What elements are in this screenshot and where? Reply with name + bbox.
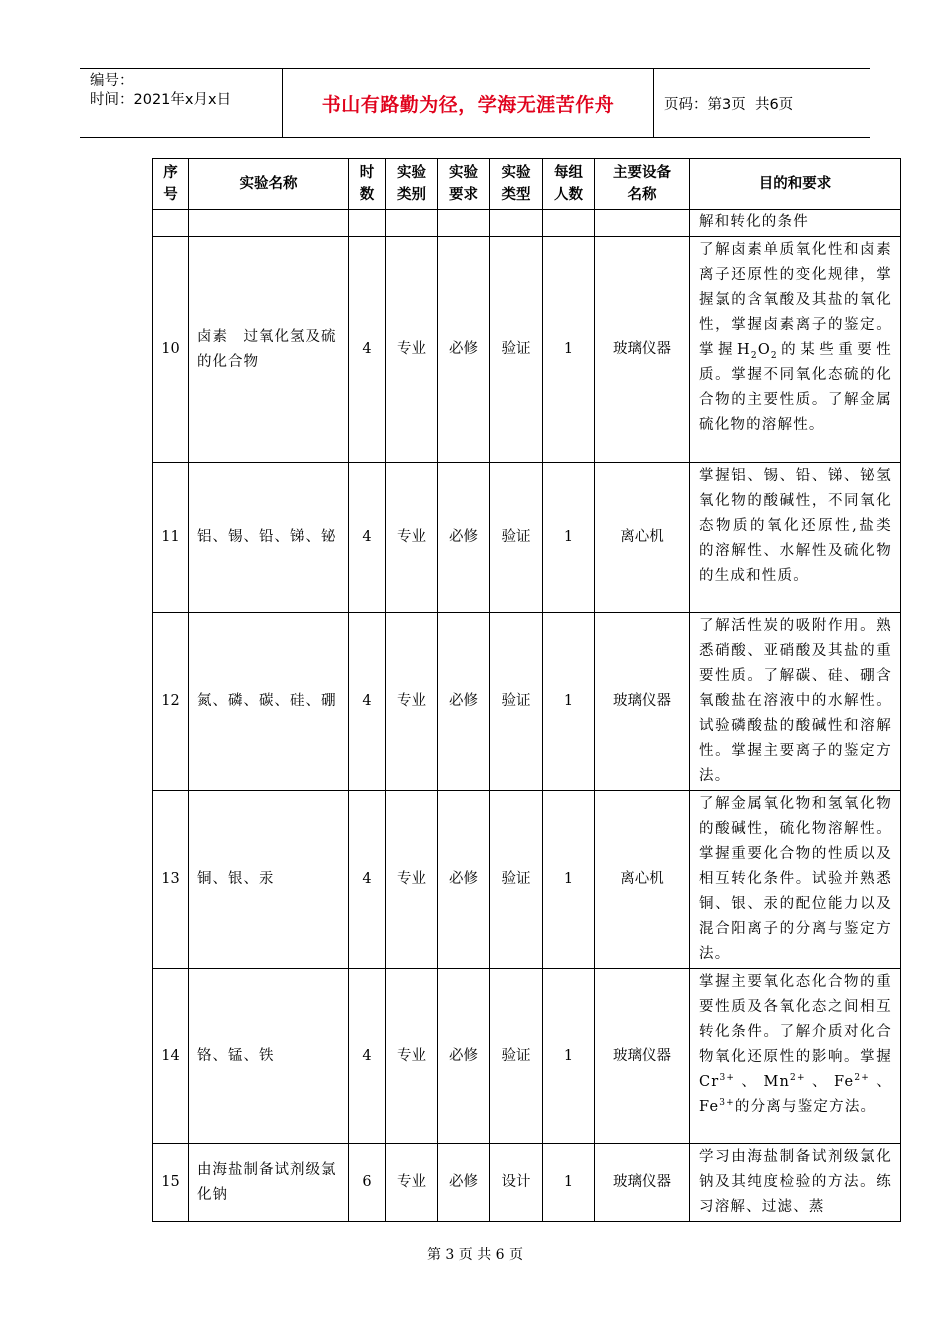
page-code-text: 页码：第3页 共6页 [664,96,794,113]
row-hours: 4 [349,463,386,613]
col-header-hours: 时数 [349,159,386,210]
row-type: 设计 [490,1144,543,1222]
serial-label: 编号： [90,73,134,89]
row-category: 专业 [386,237,438,463]
row-name: 由海盐制备试剂级氯化钠 [189,1144,349,1222]
table-row [153,237,901,463]
row-no: 12 [153,613,189,791]
col-header-type: 实验类型 [490,159,543,210]
col-header-no: 序号 [153,159,189,210]
row-purpose: 掌握铝、锡、铅、锑、铋氢氧化物的酸碱性，不同氧化态物质的氧化还原性,盐类的溶解性、水解性及硫化物的生成和性质。 [690,463,901,613]
row-name: 卤素 过氧化氢及硫的化合物 [189,237,349,463]
row-equipment: 离心机 [595,791,690,969]
row-equipment: 玻璃仪器 [595,1144,690,1222]
table-row [153,463,901,613]
footer-page-text: 第 3 页 共 6 页 [426,1247,524,1263]
row-group: 1 [543,237,595,463]
row-purpose: 了解金属氧化物和氢氧化物的酸碱性，硫化物溶解性。掌握重要化合物的性质以及相互转化条件。试验并熟悉铜、银、汞的配位能力以及混合阳离子的分离与鉴定方法。 [690,791,901,969]
row-no: 10 [153,237,189,463]
row-name: 铜、银、汞 [189,791,349,969]
page-footer [0,1244,950,1264]
time-label: 时间：2021年x月x日 [90,92,232,108]
row-requirement: 必修 [438,1144,490,1222]
row-no: 13 [153,791,189,969]
row-requirement: 必修 [438,969,490,1144]
row-group: 1 [543,1144,595,1222]
continuation-purpose: 解和转化的条件 [690,210,901,237]
table-row-continuation [153,210,901,237]
row-hours: 4 [349,237,386,463]
row-group: 1 [543,613,595,791]
row-category: 专业 [386,1144,438,1222]
page-header [80,68,870,138]
row-hours: 6 [349,1144,386,1222]
row-name: 氮、磷、碳、硅、硼 [189,613,349,791]
row-category: 专业 [386,463,438,613]
row-hours: 4 [349,969,386,1144]
row-group: 1 [543,969,595,1144]
table-row [153,613,901,791]
row-requirement: 必修 [438,791,490,969]
col-header-purpose: 目的和要求 [690,159,901,210]
row-type: 验证 [490,463,543,613]
col-header-name: 实验名称 [189,159,349,210]
col-header-category: 实验类别 [386,159,438,210]
header-motto: 书山有路勤为径，学海无涯苦作舟 [282,69,654,137]
row-purpose: 掌握主要氧化态化合物的重要性质及各氧化态之间相互转化条件。了解介质对化合物氧化还原性的影响。掌握$Cr^{3+}$、$Mn^{2+}$、$Fe^{2+}$、$Fe^{3+}$的分离与鉴定方法。 [690,969,901,1144]
row-purpose: 了解卤素单质氧化性和卤素离子还原性的变化规律，掌握氯的含氧酸及其盐的氧化性，掌握卤素离子的鉴定。掌握$H_2O_2$的某些重要性质。掌握不同氧化态硫的化合物的主要性质。了解金属硫化物的溶解性。 [690,237,901,463]
row-group: 1 [543,791,595,969]
row-equipment: 玻璃仪器 [595,613,690,791]
row-hours: 4 [349,613,386,791]
table-header-row [153,159,901,210]
row-category: 专业 [386,791,438,969]
header-page-code [654,69,870,137]
row-category: 专业 [386,969,438,1144]
row-name: 铬、锰、铁 [189,969,349,1144]
row-category: 专业 [386,613,438,791]
row-no: 11 [153,463,189,613]
row-purpose: 学习由海盐制备试剂级氯化钠及其纯度检验的方法。练习溶解、过滤、蒸 [690,1144,901,1222]
row-type: 验证 [490,791,543,969]
row-equipment: 玻璃仪器 [595,969,690,1144]
row-name: 铝、锡、铅、锑、铋 [189,463,349,613]
header-meta [80,69,282,137]
row-type: 验证 [490,613,543,791]
row-purpose: 了解活性炭的吸附作用。熟悉硝酸、亚硝酸及其盐的重要性质。了解碳、硅、硼含氧酸盐在溶液中的水解性。试验磷酸盐的酸碱性和溶解性。掌握主要离子的鉴定方法。 [690,613,901,791]
row-type: 验证 [490,237,543,463]
table-row [153,791,901,969]
col-header-requirement: 实验要求 [438,159,490,210]
table-row [153,1144,901,1222]
row-equipment: 玻璃仪器 [595,237,690,463]
row-type: 验证 [490,969,543,1144]
row-requirement: 必修 [438,237,490,463]
row-requirement: 必修 [438,463,490,613]
col-header-group: 每组人数 [543,159,595,210]
row-no: 15 [153,1144,189,1222]
row-no: 14 [153,969,189,1144]
row-requirement: 必修 [438,613,490,791]
row-group: 1 [543,463,595,613]
row-equipment: 离心机 [595,463,690,613]
col-header-equipment: 主要设备名称 [595,159,690,210]
row-hours: 4 [349,791,386,969]
experiment-table [152,158,901,1222]
table-row [153,969,901,1144]
